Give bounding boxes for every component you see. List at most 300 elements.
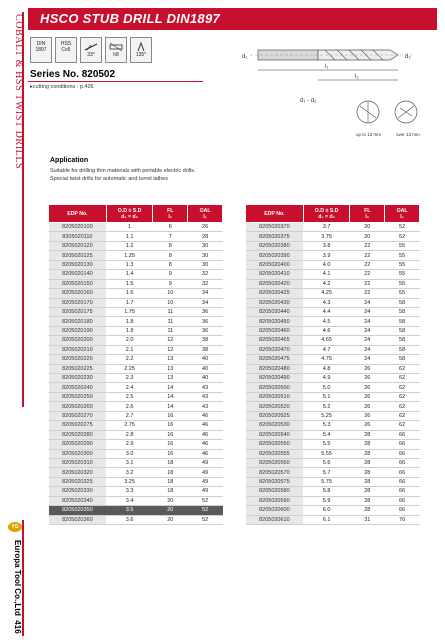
oal-cell: 66 <box>385 477 420 486</box>
header-fl: FL l₂ <box>153 205 188 223</box>
od-cell: 3.7 <box>303 223 350 232</box>
od-cell: 2.6 <box>106 402 153 411</box>
table-row <box>246 223 420 232</box>
fl-cell: 18 <box>153 477 188 486</box>
oal-cell: 55 <box>385 279 420 288</box>
fl-cell: 31 <box>350 515 385 524</box>
od-cell: 1.8 <box>106 317 153 326</box>
fl-cell: 26 <box>350 374 385 383</box>
table-row <box>49 326 223 335</box>
table-row <box>246 411 420 420</box>
fl-cell: 11 <box>153 317 188 326</box>
fl-cell: 28 <box>350 468 385 477</box>
table-row <box>246 260 420 269</box>
oal-cell: 52 <box>188 506 223 515</box>
table-row <box>49 496 223 505</box>
od-cell: 3.75 <box>303 232 350 241</box>
dim-l1-label: l₁ <box>325 64 329 70</box>
od-cell: 4.65 <box>303 336 350 345</box>
fl-cell: 26 <box>350 402 385 411</box>
dim-d2-label: d₂ <box>405 54 411 60</box>
fl-cell: 16 <box>153 411 188 420</box>
fl-cell: 28 <box>350 458 385 467</box>
edp-cell: 8205020120 <box>49 241 107 250</box>
od-cell: 6.1 <box>303 515 350 524</box>
table-row <box>49 421 223 430</box>
fl-cell: 28 <box>350 449 385 458</box>
fl-cell: 9 <box>153 270 188 279</box>
od-cell: 2.5 <box>106 392 153 401</box>
fl-cell: 11 <box>153 307 188 316</box>
od-cell: 1.4 <box>106 270 153 279</box>
edp-cell: 8205020390 <box>246 251 304 260</box>
oal-cell: 30 <box>188 260 223 269</box>
edp-cell: 8205020290 <box>49 440 107 449</box>
fl-cell: 26 <box>350 364 385 373</box>
od-cell: 5.2 <box>303 402 350 411</box>
od-cell: 5.5 <box>303 440 350 449</box>
table-row <box>246 355 420 364</box>
fl-cell: 28 <box>350 440 385 449</box>
table-row <box>246 496 420 505</box>
od-cell: 4.25 <box>303 289 350 298</box>
oal-cell: 32 <box>188 279 223 288</box>
od-cell: 2.0 <box>106 336 153 345</box>
od-cell: 6.0 <box>303 506 350 515</box>
header-edp: EDP No. <box>49 205 107 223</box>
od-cell: 4.2 <box>303 279 350 288</box>
edp-cell: 8205020100 <box>49 223 107 232</box>
od-cell: 2.9 <box>106 440 153 449</box>
od-cell: 1.75 <box>106 307 153 316</box>
table-row <box>49 317 223 326</box>
fl-cell: 18 <box>153 487 188 496</box>
fl-cell: 10 <box>153 289 188 298</box>
oal-cell: 32 <box>188 270 223 279</box>
oal-cell: 58 <box>385 298 420 307</box>
fl-cell: 24 <box>350 307 385 316</box>
oal-cell: 62 <box>385 392 420 401</box>
od-cell: 4.7 <box>303 345 350 354</box>
oal-cell: 40 <box>188 364 223 373</box>
od-cell: 1.2 <box>106 241 153 250</box>
din-standard-icon: DIN 1897 <box>30 37 52 63</box>
oal-cell: 58 <box>385 307 420 316</box>
table-row <box>246 345 420 354</box>
edp-cell: 8205020250 <box>49 392 107 401</box>
edp-cell: 8205020470 <box>246 345 304 354</box>
oal-cell: 55 <box>385 251 420 260</box>
oal-cell: 49 <box>188 487 223 496</box>
table-row <box>246 251 420 260</box>
oal-cell: 66 <box>385 468 420 477</box>
oal-cell: 46 <box>188 449 223 458</box>
edp-cell: 8205020260 <box>49 402 107 411</box>
table-row <box>49 241 223 250</box>
edp-cell: 8205020180 <box>49 317 107 326</box>
table-row <box>49 289 223 298</box>
edp-cell: 8205020200 <box>49 336 107 345</box>
oal-cell: 43 <box>188 383 223 392</box>
oal-cell: 62 <box>385 364 420 373</box>
table-row <box>246 468 420 477</box>
edp-cell: 8205020440 <box>246 307 304 316</box>
edp-cell: 8205020400 <box>246 260 304 269</box>
edp-cell: 8205020370 <box>246 223 304 232</box>
edp-cell: 8205020190 <box>49 326 107 335</box>
od-cell: 5.55 <box>303 449 350 458</box>
side-label: COBALT & HSS TWIST DRILLS <box>13 14 24 170</box>
fl-cell: 16 <box>153 440 188 449</box>
oal-cell: 28 <box>188 232 223 241</box>
point-angle-icon: 135° <box>130 37 152 63</box>
od-cell: 1.1 <box>106 232 153 241</box>
edp-cell: 8205020170 <box>49 298 107 307</box>
oal-cell: 58 <box>385 345 420 354</box>
fl-cell: 16 <box>153 430 188 439</box>
header-edp: EDP No. <box>246 205 304 223</box>
oal-cell: 46 <box>188 421 223 430</box>
fl-cell: 13 <box>153 374 188 383</box>
od-cell: 2.7 <box>106 411 153 420</box>
oal-cell: 30 <box>188 241 223 250</box>
od-cell: 3.2 <box>106 468 153 477</box>
fl-cell: 8 <box>153 251 188 260</box>
od-cell: 2.75 <box>106 421 153 430</box>
table-row <box>49 402 223 411</box>
edp-cell: 8205020570 <box>246 468 304 477</box>
od-cell: 3.8 <box>303 241 350 250</box>
fl-cell: 26 <box>350 421 385 430</box>
oal-cell: 62 <box>385 411 420 420</box>
od-cell: 3.3 <box>106 487 153 496</box>
page-title: HSCO STUB DRILL DIN1897 <box>40 11 221 26</box>
oal-cell: 52 <box>188 515 223 524</box>
fl-cell: 24 <box>350 355 385 364</box>
od-cell: 4.5 <box>303 317 350 326</box>
od-cell: 1.6 <box>106 289 153 298</box>
od-cell: 4.8 <box>303 364 350 373</box>
edp-cell: 8205020530 <box>246 421 304 430</box>
edp-cell: 8205020175 <box>49 307 107 316</box>
table-row <box>246 289 420 298</box>
table-row <box>246 430 420 439</box>
fl-cell: 7 <box>153 232 188 241</box>
edp-cell: 8205020480 <box>246 364 304 373</box>
series-number: Series No. 820502 <box>30 69 116 80</box>
table-row <box>49 487 223 496</box>
table-row <box>49 468 223 477</box>
oal-cell: 40 <box>188 374 223 383</box>
od-cell: 3.4 <box>106 496 153 505</box>
edp-cell: 8205020310 <box>49 458 107 467</box>
edp-cell: 8205020575 <box>246 477 304 486</box>
oal-cell: 66 <box>385 496 420 505</box>
application-line: Suitable for drilling thin materials with portable electric drills. <box>50 168 196 174</box>
od-cell: 1.7 <box>106 298 153 307</box>
header-oal: OAL l₁ <box>385 205 420 223</box>
table-row <box>246 421 420 430</box>
table-row <box>246 449 420 458</box>
oal-cell: 66 <box>385 458 420 467</box>
fl-cell: 24 <box>350 345 385 354</box>
od-cell: 5.8 <box>303 487 350 496</box>
oal-cell: 36 <box>188 307 223 316</box>
oal-cell: 30 <box>188 251 223 260</box>
od-cell: 3.6 <box>106 515 153 524</box>
table-row <box>49 251 223 260</box>
oal-cell: 55 <box>385 270 420 279</box>
brand-logo: YG <box>8 522 22 532</box>
table-row <box>49 364 223 373</box>
od-cell: 5.25 <box>303 411 350 420</box>
oal-cell: 49 <box>188 468 223 477</box>
table-row <box>246 392 420 401</box>
table-row <box>49 374 223 383</box>
od-cell: 5.0 <box>303 383 350 392</box>
table-row <box>246 364 420 373</box>
brand-name: Europa Tool Co.,Ltd 416 <box>13 540 22 634</box>
fl-cell: 22 <box>350 270 385 279</box>
hss-co-icon: HSS Co5 <box>55 37 77 63</box>
oal-cell: 58 <box>385 355 420 364</box>
oal-cell: 49 <box>188 458 223 467</box>
od-cell: 2.8 <box>106 430 153 439</box>
fl-cell: 14 <box>153 383 188 392</box>
edp-cell: 8205020600 <box>246 506 304 515</box>
table-row <box>49 430 223 439</box>
table-row <box>246 336 420 345</box>
fl-cell: 11 <box>153 326 188 335</box>
table-row <box>49 355 223 364</box>
table-row <box>49 260 223 269</box>
h8-tolerance-icon: h8 <box>105 37 127 63</box>
oal-cell: 49 <box>188 477 223 486</box>
page-number: 416 <box>13 620 22 634</box>
header-od: O.D ± S.D d₁ = d₂ <box>106 205 153 223</box>
oal-cell: 36 <box>188 326 223 335</box>
table-row <box>246 440 420 449</box>
table-row <box>246 477 420 486</box>
dim-equation: d₁ - d₂ <box>300 98 317 104</box>
fl-cell: 8 <box>153 241 188 250</box>
oal-cell: 62 <box>385 374 420 383</box>
edp-cell: 8205020340 <box>49 496 107 505</box>
od-cell: 3.0 <box>106 449 153 458</box>
od-cell: 2.3 <box>106 374 153 383</box>
oal-cell: 52 <box>188 496 223 505</box>
oal-cell: 43 <box>188 392 223 401</box>
od-cell: 2.25 <box>106 364 153 373</box>
dim-l2-label: l₂ <box>355 74 359 80</box>
edp-cell: 8205020320 <box>49 468 107 477</box>
table-row <box>49 449 223 458</box>
title-bar <box>28 8 437 30</box>
fl-cell: 6 <box>153 223 188 232</box>
oal-cell: 46 <box>188 411 223 420</box>
od-cell: 4.4 <box>303 307 350 316</box>
edp-cell: 8205020550 <box>246 440 304 449</box>
spec-table-left <box>48 204 223 525</box>
series-divider <box>28 81 203 82</box>
fl-cell: 24 <box>350 336 385 345</box>
oal-cell: 55 <box>385 289 420 298</box>
point-detail-drawing <box>350 96 430 141</box>
od-cell: 1.5 <box>106 279 153 288</box>
od-cell: 1 <box>106 223 153 232</box>
edp-cell: 8205020465 <box>246 336 304 345</box>
oal-cell: 34 <box>188 298 223 307</box>
table-row <box>49 440 223 449</box>
od-cell: 5.7 <box>303 468 350 477</box>
oal-cell: 26 <box>188 223 223 232</box>
table-row <box>246 279 420 288</box>
dim-d1-label: d₁ <box>242 54 248 60</box>
od-cell: 4.6 <box>303 326 350 335</box>
edp-cell: 8205020520 <box>246 402 304 411</box>
edp-cell: 8205020230 <box>49 374 107 383</box>
od-cell: 5.4 <box>303 430 350 439</box>
fl-cell: 22 <box>350 251 385 260</box>
edp-cell: 8205020360 <box>49 515 107 524</box>
application-line: Special twist drills for automatic and turret lathes <box>50 176 168 182</box>
od-cell: 4.75 <box>303 355 350 364</box>
spec-icons <box>30 37 152 63</box>
fl-cell: 13 <box>153 364 188 373</box>
table-row <box>246 307 420 316</box>
edp-cell: 8205020580 <box>246 487 304 496</box>
table-row <box>49 477 223 486</box>
fl-cell: 22 <box>350 289 385 298</box>
table-row <box>49 345 223 354</box>
edp-cell: 8205020130 <box>49 260 107 269</box>
fl-cell: 28 <box>350 477 385 486</box>
header-fl: FL l₂ <box>350 205 385 223</box>
table-row <box>49 392 223 401</box>
od-cell: 4.0 <box>303 260 350 269</box>
edp-cell: 8205020525 <box>246 411 304 420</box>
edp-cell: 8205020555 <box>246 449 304 458</box>
table-row <box>246 326 420 335</box>
fl-cell: 26 <box>350 411 385 420</box>
oal-cell: 38 <box>188 345 223 354</box>
table-row <box>49 232 223 241</box>
oal-cell: 55 <box>385 241 420 250</box>
oal-cell: 66 <box>385 440 420 449</box>
edp-cell: 8205020225 <box>49 364 107 373</box>
edp-cell: 8205020510 <box>246 392 304 401</box>
oal-cell: 55 <box>385 260 420 269</box>
application-text <box>50 167 196 183</box>
edp-cell: 8205020210 <box>49 345 107 354</box>
table-row <box>246 374 420 383</box>
edp-cell: 8205020350 <box>49 506 107 515</box>
edp-cell: 8205020275 <box>49 421 107 430</box>
oal-cell: 66 <box>385 487 420 496</box>
fl-cell: 14 <box>153 392 188 401</box>
fl-cell: 13 <box>153 355 188 364</box>
edp-cell: 8205020220 <box>49 355 107 364</box>
table-row <box>246 298 420 307</box>
edp-cell: 8205020500 <box>246 383 304 392</box>
table-row <box>49 223 223 232</box>
od-cell: 1.9 <box>106 326 153 335</box>
table-row <box>49 411 223 420</box>
caption-large: over 13 mm <box>396 132 420 137</box>
cutting-conditions-link[interactable]: ▸cutting conditions : p.426 <box>30 84 94 90</box>
table-row <box>246 458 420 467</box>
fl-cell: 16 <box>153 421 188 430</box>
edp-cell: 8205020430 <box>246 298 304 307</box>
helix-angle-icon: 33° <box>80 37 102 63</box>
oal-cell: 46 <box>188 430 223 439</box>
edp-cell: 8205020330 <box>49 487 107 496</box>
table-row <box>49 458 223 467</box>
od-cell: 4.9 <box>303 374 350 383</box>
fl-cell: 28 <box>350 487 385 496</box>
oal-cell: 62 <box>385 383 420 392</box>
table-header-row <box>49 205 223 223</box>
oal-cell: 52 <box>385 232 420 241</box>
table-row <box>246 506 420 515</box>
edp-cell: 8205020490 <box>246 374 304 383</box>
table-row <box>49 515 223 524</box>
edp-cell: 8205020475 <box>246 355 304 364</box>
fl-cell: 28 <box>350 430 385 439</box>
edp-cell: 8205020380 <box>246 241 304 250</box>
table-row <box>246 402 420 411</box>
fl-cell: 20 <box>153 506 188 515</box>
table-row <box>49 307 223 316</box>
table-row <box>49 270 223 279</box>
oal-cell: 66 <box>385 449 420 458</box>
edp-cell: 8205020280 <box>49 430 107 439</box>
fl-cell: 24 <box>350 298 385 307</box>
od-cell: 2.4 <box>106 383 153 392</box>
edp-cell: 8205020450 <box>246 317 304 326</box>
oal-cell: 66 <box>385 430 420 439</box>
oal-cell: 70 <box>385 515 420 524</box>
spec-table-right <box>245 204 420 525</box>
table-row <box>246 270 420 279</box>
od-cell: 5.75 <box>303 477 350 486</box>
edp-cell: 8205020560 <box>246 458 304 467</box>
fl-cell: 9 <box>153 279 188 288</box>
table-row <box>246 487 420 496</box>
fl-cell: 24 <box>350 317 385 326</box>
table-row <box>246 241 420 250</box>
table-row <box>49 336 223 345</box>
oal-cell: 36 <box>188 317 223 326</box>
oal-cell: 62 <box>385 421 420 430</box>
od-cell: 1.25 <box>106 251 153 260</box>
fl-cell: 12 <box>153 345 188 354</box>
fl-cell: 8 <box>153 260 188 269</box>
fl-cell: 20 <box>153 515 188 524</box>
od-cell: 5.1 <box>303 392 350 401</box>
oal-cell: 38 <box>188 336 223 345</box>
fl-cell: 18 <box>153 458 188 467</box>
od-cell: 3.1 <box>106 458 153 467</box>
edp-cell: 8205020540 <box>246 430 304 439</box>
edp-cell: 8205020460 <box>246 326 304 335</box>
oal-cell: 58 <box>385 326 420 335</box>
edp-cell: 8205020150 <box>49 279 107 288</box>
od-cell: 5.9 <box>303 496 350 505</box>
fl-cell: 22 <box>350 260 385 269</box>
edp-cell: 8205020125 <box>49 251 107 260</box>
edp-cell: 8205020300 <box>49 449 107 458</box>
